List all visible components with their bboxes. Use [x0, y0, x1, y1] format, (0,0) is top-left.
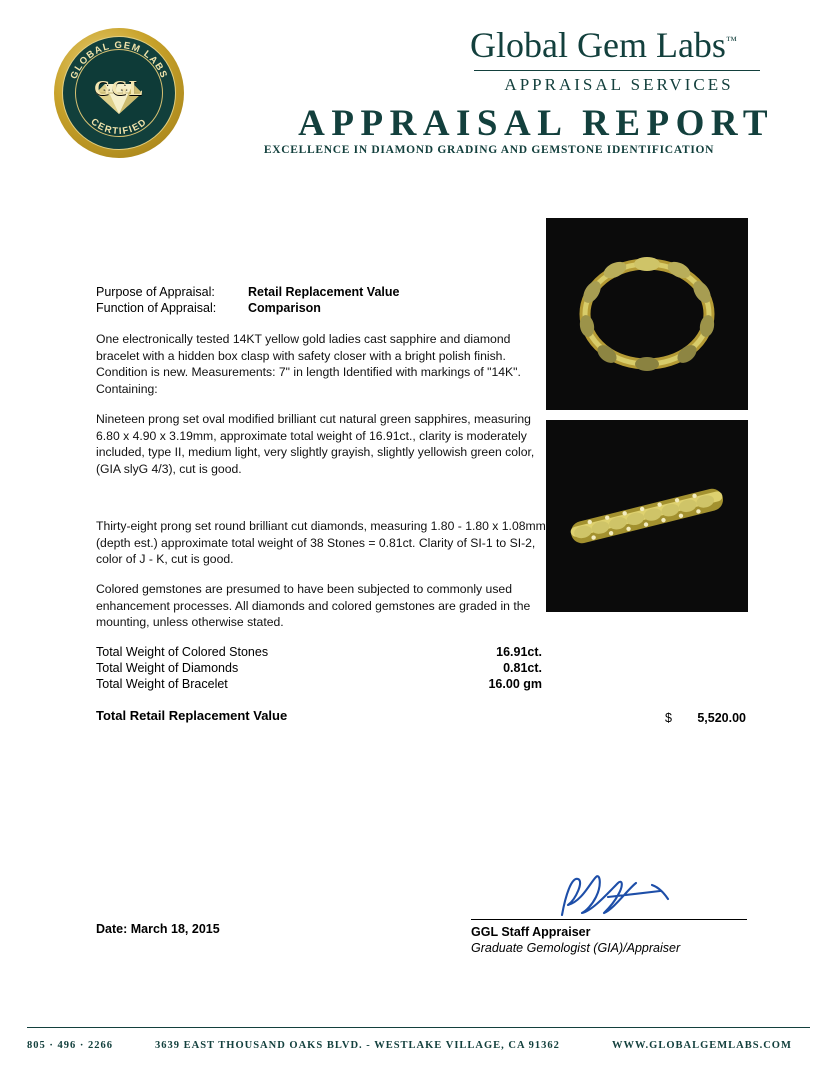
- footer-address: 3639 EAST THOUSAND OAKS BLVD. - WESTLAKE VILLAGE, CA 91362: [155, 1040, 560, 1051]
- grand-total-currency: $: [665, 711, 672, 725]
- report-tagline: EXCELLENCE IN DIAMOND GRADING AND GEMSTONE IDENTIFICATION: [263, 144, 715, 156]
- function-row: [96, 301, 321, 315]
- function-label: Function of Appraisal:: [96, 301, 217, 315]
- bracelet-photo-top: [546, 218, 748, 410]
- logo-arc-bottom-text: CERTIFIED: [88, 116, 150, 138]
- grand-total-amount: 5,520.00: [697, 711, 746, 725]
- grand-total-label: Total Retail Replacement Value: [96, 708, 288, 723]
- brand-name: Global Gem Labs: [470, 25, 726, 65]
- total-row-value-2: 16.00 gm: [488, 677, 542, 691]
- diamonds-paragraph: Thirty-eight prong set round brilliant cut diamonds, measuring 1.80 - 1.80 x 1.08mm (depth est.) approximate total weight of 38 Stones = 0.81ct. Clarity of SI-1 to SI-2, color of J - K, cut is good.: [96, 519, 546, 566]
- logo-arc-top-text: GLOBAL GEM LABS: [68, 39, 170, 81]
- report-header: [0, 0, 837, 185]
- page-title: APPRAISAL REPORT: [298, 103, 774, 144]
- total-row-label-2: Total Weight of Bracelet: [96, 677, 228, 691]
- bracelet-illustration-bottom: [546, 420, 748, 612]
- function-value: Comparison: [248, 301, 321, 315]
- colored-stones-paragraph: Nineteen prong set oval modified brilliant cut natural green sapphires, measuring 6.80 x 4.90 x 3.19mm, approximate total weight of 16.91ct., clarity is moderately included, type II, medium light, very slightly grayish, slightly yellowish green color, (GIA slyG 4/3), cut is good.: [96, 412, 535, 476]
- disclaimer-paragraph: Colored gemstones are presumed to have been subjected to commonly used enhancement processes. All diamonds and colored gemstones are graded in the mounting, unless otherwise stated.: [96, 582, 531, 629]
- footer-phone: 805 · 496 · 2266: [27, 1040, 114, 1051]
- report-date: Date: March 18, 2015: [96, 922, 220, 936]
- appraiser-title: GGL Staff Appraiser: [471, 925, 591, 939]
- bracelet-photo-bottom: [546, 420, 748, 612]
- signature-line: [471, 919, 747, 920]
- bracelet-illustration-top: [546, 218, 748, 410]
- trademark-symbol: ™: [725, 35, 737, 47]
- total-row-label-1: Total Weight of Diamonds: [96, 661, 239, 675]
- purpose-value: Retail Replacement Value: [248, 285, 400, 299]
- brand-title: [470, 24, 770, 66]
- footer-divider: [27, 1027, 810, 1028]
- appraiser-credential: Graduate Gemologist (GIA)/Appraiser: [471, 941, 681, 955]
- brand-divider: [474, 70, 760, 71]
- purpose-label: Purpose of Appraisal:: [96, 285, 215, 299]
- item-description-paragraph: One electronically tested 14KT yellow gold ladies cast sapphire and diamond bracelet with a hidden box clasp with safety closer with a bright polish finish. Condition is new. Measurements: 7" in length Identified with markings of "14K". Containing:: [96, 332, 521, 396]
- brand-subtitle: APPRAISAL SERVICES: [504, 75, 734, 94]
- total-row-value-1: 0.81ct.: [503, 661, 542, 675]
- purpose-row: [96, 285, 399, 299]
- ggl-logo-seal: [54, 28, 184, 158]
- footer-website[interactable]: WWW.GLOBALGEMLABS.COM: [612, 1040, 792, 1051]
- signature-mark: [556, 871, 676, 923]
- logo-monogram: GGL: [94, 76, 144, 100]
- total-row-label-0: Total Weight of Colored Stones: [96, 645, 269, 659]
- total-row-value-0: 16.91ct.: [496, 645, 542, 659]
